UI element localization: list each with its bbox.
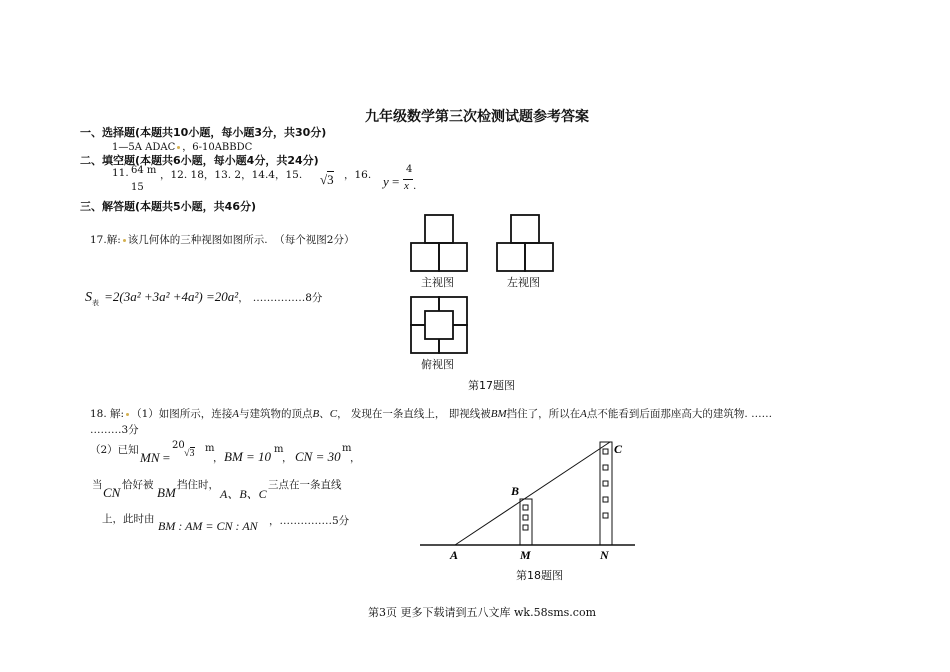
q18-caption: 第18题图 (516, 569, 563, 582)
q11-fraction-num: 64 m (131, 165, 157, 176)
q18-bm-unit: m (274, 444, 284, 455)
point-c-label: C (614, 442, 623, 456)
q18-mn-num: 20 (172, 440, 185, 451)
q18-ratio: BM : AM = CN : AN (158, 519, 258, 533)
q18-blocked: 挡住时， (177, 479, 219, 491)
q16-den: x (404, 180, 409, 192)
q18-sqrt3: √3 (184, 448, 195, 459)
section2-heading: 二、填空题(本题共6小题，每小题4分，共24分) (80, 154, 319, 167)
sqrt3-value: √3 (320, 172, 334, 187)
building-bm (520, 499, 532, 545)
q18-bm-var: BM (157, 485, 176, 500)
q16-prefix: ，16. (344, 169, 372, 181)
section2-answers: 11. (112, 167, 129, 179)
point-a-label: A (450, 548, 459, 562)
q18-part2-label: （2）已知 (90, 444, 139, 456)
section2-rest: ，12. 18，13. 2，14.4，15. (160, 169, 303, 181)
q18-comma2: ， (282, 452, 293, 464)
top-view (411, 297, 467, 353)
q18-mn: MN = (140, 450, 171, 465)
point-b-label: B (511, 484, 520, 498)
q18-mn-unit: m (205, 443, 215, 454)
q18-comma3: ， (350, 452, 361, 464)
q18-line1: 18. 解: （1）如图所示，连接A与建筑物的顶点B、C， 发现在一条直线上， 即视线被BM挡住了，所以在A点不能看到后面那座高大的建筑物. …… (90, 408, 773, 420)
q16-y: y = (383, 174, 400, 189)
q16-num: 4 (406, 164, 413, 175)
top-view-label: 俯视图 (421, 358, 454, 371)
q18-bm: BM = 10 (224, 449, 272, 464)
point-n-label: N (600, 548, 609, 562)
front-view-label: 主视图 (421, 276, 454, 289)
q18-collinear: 三点在一条直线 (268, 479, 342, 491)
q18-when: 当 (92, 479, 103, 491)
section3-heading: 三、解答题(本题共5小题，共46分) (80, 200, 257, 213)
q17-formula: $S_表 =2(3a^2 +3a^2 +4a^2) =20a^2$， ……………8分 (85, 289, 323, 308)
q18-then: 上，此时由 (102, 513, 155, 525)
building-cn (600, 442, 612, 545)
q18-score1: ………3分 (90, 424, 139, 436)
q18-figure (420, 435, 635, 565)
q17-caption: 第17题图 (468, 379, 515, 392)
q18-cn-var: CN (103, 485, 121, 500)
front-view (411, 215, 467, 271)
q18-score2: ，……………5分 (269, 515, 350, 527)
q18-cn: CN = 30 (295, 449, 341, 464)
section1-heading: 一、选择题(本题共10小题，每小题3分，共30分) (80, 126, 327, 139)
q18-cn-unit: m (342, 443, 352, 454)
left-view (497, 215, 553, 271)
left-view-label: 左视图 (507, 276, 540, 289)
page-footer: 第3页 更多下载请到五八文库 wk.58sms.com (368, 606, 596, 619)
q17-views-figure (405, 210, 565, 375)
q18-abc: A、B、C (220, 487, 267, 501)
q16-end: . (413, 180, 417, 192)
section1-answers: 1—5A ADAC ，6-10ABBDC (112, 142, 253, 153)
point-m-label: M (520, 548, 531, 562)
q11-fraction-den: 15 (131, 182, 144, 193)
q17-text: 17.解: 该几何体的三种视图如图所示. （每个视图2分） (90, 234, 355, 246)
q18-comma1: ， (213, 452, 224, 464)
q18-just-by: 恰好被 (122, 479, 154, 491)
page-title: 九年级数学第三次检测试题参考答案 (365, 109, 589, 125)
